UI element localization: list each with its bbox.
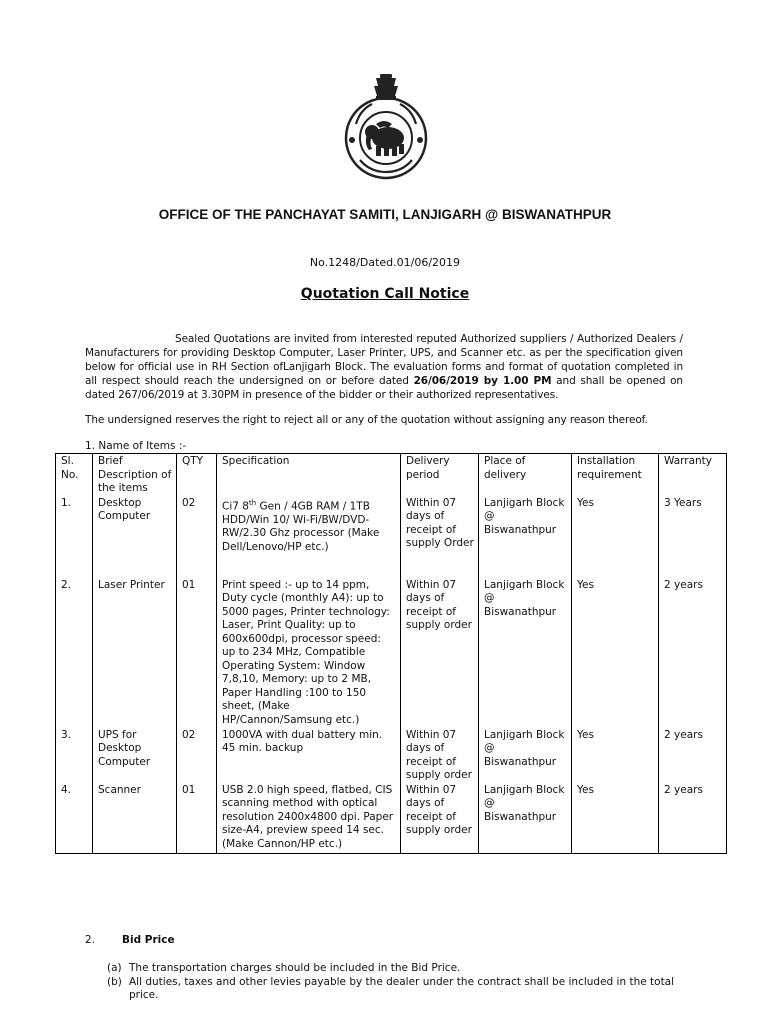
- table-header-row: [56, 454, 727, 496]
- header-sl-no: Sl. No.: [56, 454, 93, 496]
- cell-description: Laser Printer: [93, 578, 177, 728]
- cell-installation: Yes: [572, 728, 659, 783]
- cell-delivery: Within 07 days of receipt of supply order: [401, 783, 479, 854]
- bid-section-number: 2.: [85, 934, 96, 946]
- bid-section-title: Bid Price: [122, 934, 175, 946]
- header-warranty: Warranty: [659, 454, 727, 496]
- items-heading: 1. Name of Items :-: [85, 440, 187, 452]
- header-place-of-delivery: Place of delivery: [479, 454, 572, 496]
- header-qty: QTY: [177, 454, 217, 496]
- cell-delivery: Within 07 days of receipt of supply order: [401, 728, 479, 783]
- cell-place: Lanjigarh Block @ Biswanathpur: [479, 728, 572, 783]
- cell-specification: USB 2.0 high speed, flatbed, CIS scanning method with optical resolution 2400x4800 dpi. Paper size-A4, preview speed 14 sec. (Make Cannon/HP etc.): [217, 783, 401, 854]
- table-row: [56, 578, 727, 728]
- cell-warranty: 3 Years: [659, 496, 727, 578]
- cell-installation: Yes: [572, 496, 659, 578]
- list-item-text: The transportation charges should be included in the Bid Price.: [129, 962, 461, 974]
- bid-conditions-list: [107, 962, 677, 1003]
- reservation-paragraph: The undersigned reserves the right to reject all or any of the quotation without assigning any reason thereof.: [85, 414, 648, 426]
- cell-place: Lanjigarh Block @ Biswanathpur: [479, 496, 572, 578]
- office-title: OFFICE OF THE PANCHAYAT SAMITI, LANJIGARH @ BISWANATHPUR: [158, 207, 612, 222]
- invitation-paragraph: Sealed Quotations are invited from interested reputed Authorized suppliers / Authorized Dealers / Manufacturers for providing Desktop Computer, Laser Printer, UPS, and Scanner etc. as per the specification given below for official use in RH Section ofLanjigarh Block. The evaluation forms and format of quotation completed in all respect should reach the undersigned on or before dated 26/06/2019 by 1.00 PM and shall be opened on dated 267/06/2019 at 3.30PM in presence of the bidder or their authorized representatives.: [85, 333, 683, 401]
- list-item: [107, 962, 677, 976]
- list-item-label: (a): [107, 962, 122, 974]
- cell-qty: 02: [177, 496, 217, 578]
- table-row: [56, 728, 727, 783]
- header-description: Brief Description of the items: [93, 454, 177, 496]
- cell-sl: 1.: [56, 496, 93, 578]
- list-item-label: (b): [107, 975, 122, 988]
- cell-installation: Yes: [572, 783, 659, 854]
- cell-sl: 2.: [56, 578, 93, 728]
- header-specification: Specification: [217, 454, 401, 496]
- cell-delivery: Within 07 days of receipt of supply Order: [401, 496, 479, 578]
- cell-warranty: 2 years: [659, 783, 727, 854]
- cell-qty: 01: [177, 578, 217, 728]
- cell-specification: 1000VA with dual battery min. 45 min. backup: [217, 728, 401, 783]
- cell-description: Desktop Computer: [93, 496, 177, 578]
- cell-place: Lanjigarh Block @ Biswanathpur: [479, 783, 572, 854]
- cell-warranty: 2 years: [659, 578, 727, 728]
- government-emblem-logo: [332, 72, 440, 184]
- cell-description: UPS for Desktop Computer: [93, 728, 177, 783]
- cell-warranty: 2 years: [659, 728, 727, 783]
- cell-place: Lanjigarh Block @ Biswanathpur: [479, 578, 572, 728]
- cell-description: Scanner: [93, 783, 177, 854]
- cell-specification: Print speed :- up to 14 ppm, Duty cycle (monthly A4): up to 5000 pages, Printer technology: Laser, Print Quality: up to 600x600dpi, processor speed: up to 234 MHz, Compatible Operating System: Window 7,8,10, Memory: up to 2 MB, Paper Handling :100 to 150 sheet, (Make HP/Cannon/Samsung etc.): [217, 578, 401, 728]
- lion-capital-icon: [374, 74, 398, 100]
- cell-specification: Ci7 8th Gen / 4GB RAM / 1TB HDD/Win 10/ Wi-Fi/BW/DVD-RW/2.30 Ghz processor (Make Dell/Lenovo/HP etc.): [217, 496, 401, 578]
- table-row: [56, 783, 727, 854]
- list-item-text: All duties, taxes and other levies payable by the dealer under the contract shall be included in the total price.: [129, 975, 675, 1001]
- deadline-text: 26/06/2019 by 1.00 PM: [413, 375, 552, 387]
- cell-delivery: Within 07 days of receipt of supply order: [401, 578, 479, 728]
- cell-installation: Yes: [572, 578, 659, 728]
- cell-sl: 3.: [56, 728, 93, 783]
- items-table: [55, 453, 727, 854]
- elephant-icon: [365, 121, 404, 156]
- cell-qty: 01: [177, 783, 217, 854]
- table-row: [56, 496, 727, 578]
- reference-number: No.1248/Dated.01/06/2019: [309, 256, 461, 269]
- cell-qty: 02: [177, 728, 217, 783]
- notice-title: Quotation Call Notice: [300, 286, 470, 302]
- header-installation: Installation requirement: [572, 454, 659, 496]
- cell-sl: 4.: [56, 783, 93, 854]
- header-delivery-period: Delivery period: [401, 454, 479, 496]
- list-item: [107, 976, 677, 1003]
